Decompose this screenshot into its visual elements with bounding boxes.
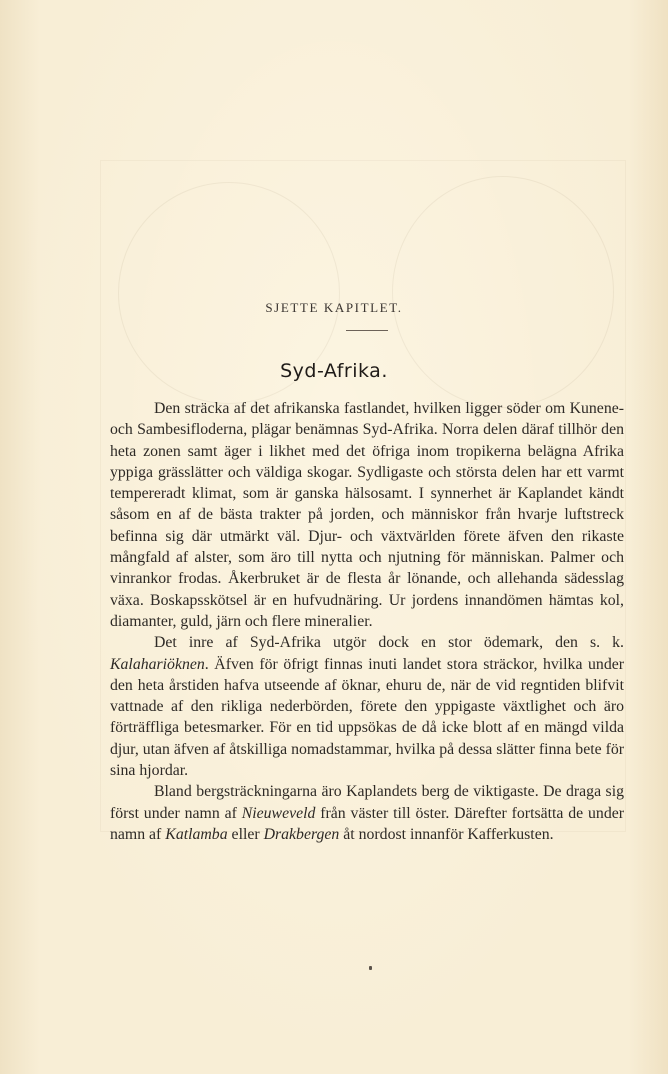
text-run: Den sträcka af det afrikanska fastlandet, hvilken ligger söder om Kunene- och Sambesifloderna, plägar benämnas Syd-Afrika. Norra delen däraf tillhör den heta zonen samt äger i likhet med det öfriga inom tropikerna belägna Afrika yppiga grässlätter och väldiga skogar. Sydligaste och största delen har ett varmt tempereradt klimat, som är ganska hälsosamt. I synnerhet är Kaplandet kändt såsom en af de bästa trakter på jorden, och människor från hvarje luftstreck befinna sig där utmärkt väl. Djur- och växtvärlden förete äfven den rikaste mångfald af alster, som äro till nytta och njutning för människan. Palmer och vinrankor frodas. Åkerbruket är de flesta år lönande, och allehanda sädesslag växa. Boskapsskötsel är en hufvudnäring. Ur jordens innandömen hämtas kol, diamanter, guld, järn och flere mineralier. — [110, 400, 624, 630]
body-text — [110, 398, 624, 845]
place-name-italic: Nieuweveld — [241, 804, 316, 822]
place-name-italic: Drakbergen — [263, 825, 340, 843]
text-run: Bland bergsträckningarna äro Kaplandets berg de viktigaste. De draga sig först under namn af — [110, 783, 624, 822]
paragraph-3 — [110, 781, 624, 845]
paragraph-2 — [110, 632, 624, 781]
text-run: eller — [227, 825, 264, 843]
paragraph-1 — [110, 398, 624, 632]
heading-divider — [346, 330, 388, 331]
text-run: Det inre af Syd-Afrika utgör dock en stor ödemark, den s. k. — [154, 634, 624, 652]
ink-speck — [369, 966, 372, 970]
page-title: Syd-Afrika. — [280, 360, 388, 382]
place-name-italic: Kalahariöknen — [110, 655, 205, 673]
chapter-heading: SJETTE KAPITLET. — [265, 300, 403, 315]
text-run: från väster till öster. Därefter fortsätta de under namn af — [110, 804, 624, 843]
place-name-italic: Katlamba — [165, 825, 228, 843]
text-run: åt nordost innanför Kafferkusten. — [339, 825, 554, 843]
text-run: . Äfven för öfrigt finnas inuti landet stora sträckor, hvilka under den heta årstiden hafva utseende af öknar, ehuru de, när de vid regntiden blifvit vattnade af den rikliga nederbörden, förete den yppigaste växtlighet och äro förträffliga betesmarker. För en tid uppsökas de då icke blott af en mängd vilda djur, utan äfven af åtskilliga nomadstammar, hvilka på dessa slätter finna bete för sina hjordar. — [110, 655, 624, 780]
